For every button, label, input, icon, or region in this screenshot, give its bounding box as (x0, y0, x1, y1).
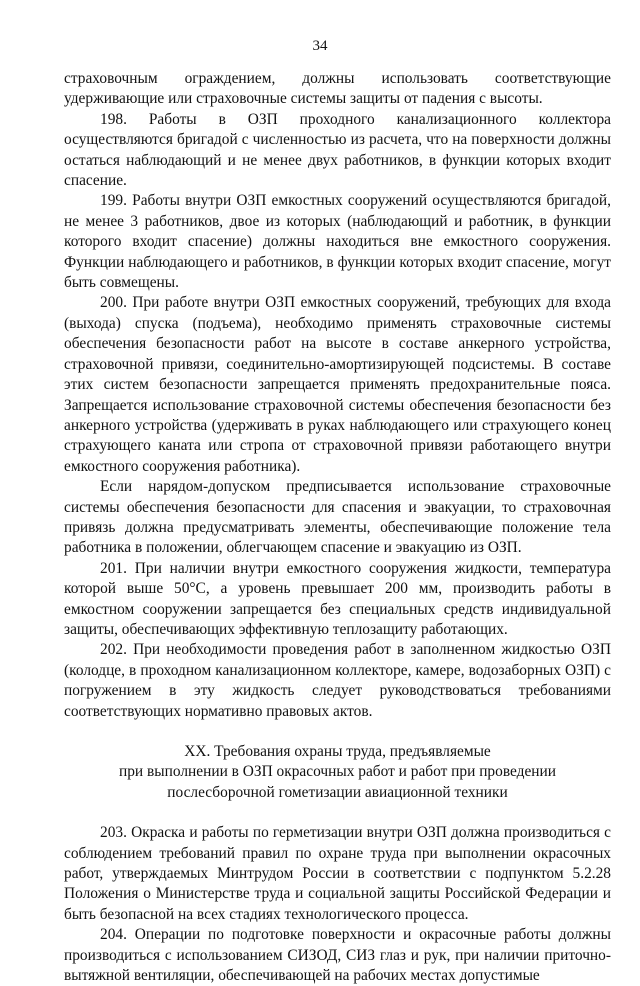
section-heading-line-1: XX. Требования охраны труда, предъявляемые (184, 743, 491, 760)
paragraph-200-continued: Если нарядом-допуском предписывается использование страховочные системы обеспечения безопасности для спасения и эвакуации, то страховочная привязь должна предусматривать элементы, обеспечивающие положение тела работника в положении, облегчающем спасение и эвакуацию из ОЗП. (64, 478, 611, 557)
section-heading (64, 742, 611, 803)
paragraph-continuation: страховочным ограждением, должны использовать соответствующие удерживающие или страховочные системы защиты от падения с высоты. (64, 70, 611, 108)
paragraph-200: 200. При работе внутри ОЗП емкостных сооружений, требующих для входа (выхода) спуска (подъема), необходимо применять страховочные системы обеспечения безопасности работ на высоте в составе анкерного устройства, страховочной привязи, соединительно-амортизирующей подсистемы. В составе этих систем безопасности запрещается применять предохранительные пояса. Запрещается использование страховочной системы обеспечения безопасности без анкерного устройства (удерживать в руках наблюдающего или страхующего конец страхующего каната или стропа от страховочной привязи работающего внутри емкостного сооружения работника). (64, 294, 611, 475)
document-body (64, 69, 611, 986)
section-heading-line-3: послесборочной гометизации авиационной техники (167, 783, 508, 801)
page-number: 34 (312, 38, 328, 54)
paragraph-203: 203. Окраска и работы по герметизации внутри ОЗП должна производиться с соблюдением требований правил по охране труда при выполнении окрасочных работ, утверждаемых Минтрудом России в соответствии с подпунктом 5.2.28 Положения о Министерстве труда и социальной защиты Российской Федерации и быть безопасной на всех стадиях технологического процесса. (64, 824, 611, 923)
paragraph-202: 202. При необходимости проведения работ в заполненном жидкостью ОЗП (колодце, в проходном канализационном коллекторе, камере, водозаборных ОЗП) с погружением в эту жидкость следует руководствоваться требованиями соответствующих нормативно правовых актов. (64, 641, 611, 720)
paragraph-199: 199. Работы внутри ОЗП емкостных сооружений осуществляются бригадой, не менее 3 работников, двое из которых (наблюдающий и работник, в функции которого входит спасение) должны находиться вне емкостного сооружения. Функции наблюдающего и работников, в функции которых входит спасение, могут быть совмещены. (64, 192, 611, 292)
paragraph-201: 201. При наличии внутри емкостного сооружения жидкости, температура которой выше 50°С, а уровень превышает 200 мм, производить работы в емкостном сооружении запрещается без специальных средств индивидуальной защиты, обеспечивающих эффективную теплозащиту работающих. (64, 559, 611, 638)
paragraph-198: 198. Работы в ОЗП проходного канализационного коллектора осуществляются бригадой с численностью из расчета, что на поверхности должны остаться наблюдающий и не менее двух работников, в функции которых входит спасение. (64, 110, 611, 190)
paragraph-204: 204. Операции по подготовке поверхности и окрасочные работы должны производиться с использованием СИЗОД, СИЗ глаз и рук, при наличии приточно-вытяжной вентиляции, обеспечивающей на рабочих местах допустимые (64, 926, 611, 985)
section-heading-line-2: при выполнении в ОЗП окрасочных работ и работ при проведении (119, 763, 556, 781)
